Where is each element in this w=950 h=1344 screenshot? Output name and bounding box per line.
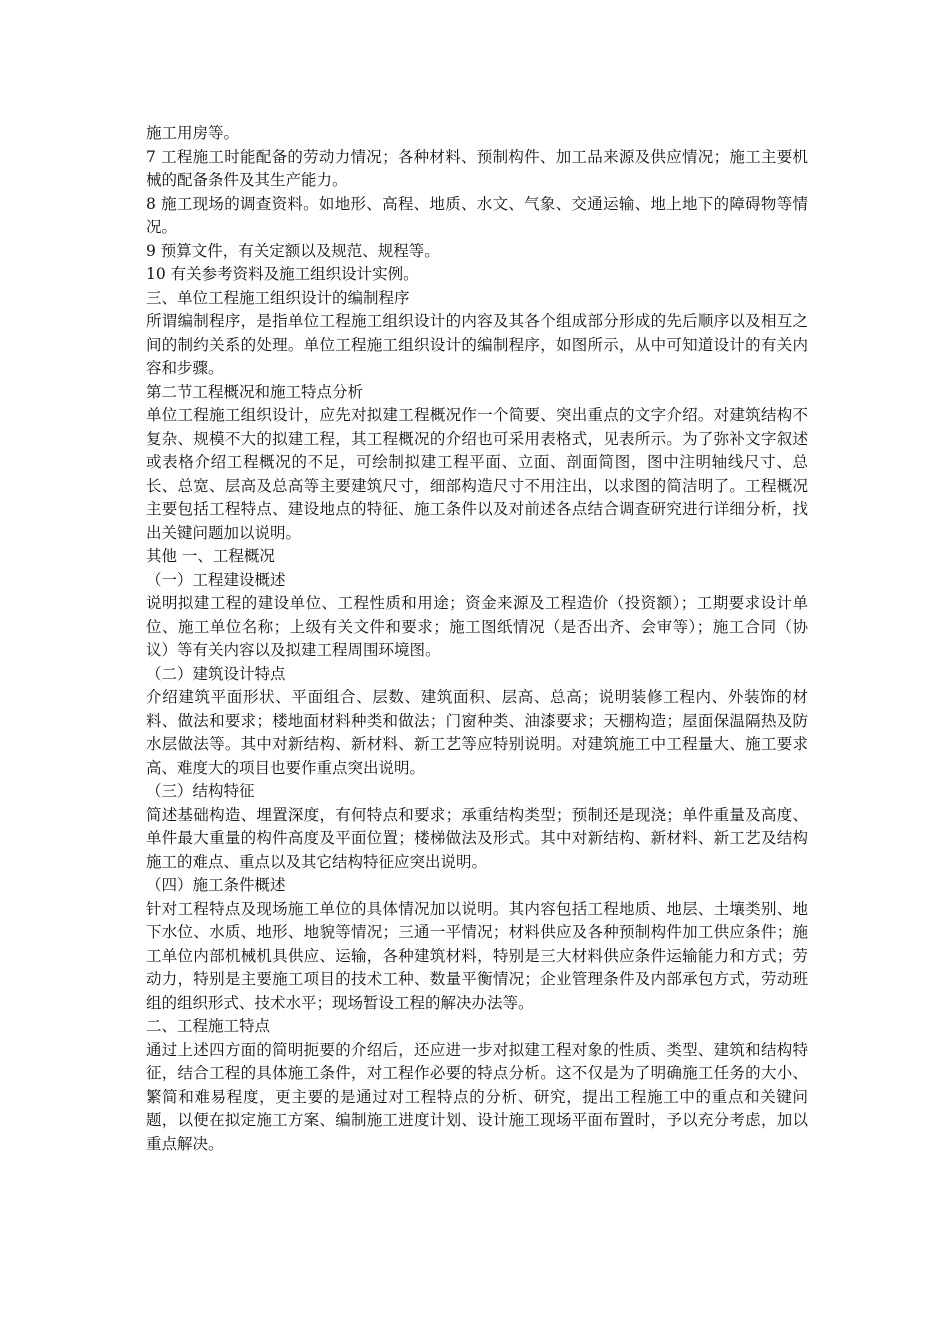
paragraph-item-9: 9 预算文件，有关定额以及规范、规程等。 [146, 241, 440, 260]
subheading-structural-features: （三）结构特征 [146, 782, 255, 800]
paragraph-construction-overview: 说明拟建工程的建设单位、工程性质和用途；资金来源及工程造价（投资额）；工期要求设计单位、施工单位名称；上级有关文件和要求；施工图纸情况（是否出齐、会审等）；施工合同（协议）等有关内容以及拟建工程周围环境图。 [146, 594, 808, 659]
section-heading-construction-features: 二、工程施工特点 [146, 1017, 271, 1035]
section-heading-compilation-procedure: 三、单位工程施工组织设计的编制程序 [146, 288, 410, 307]
paragraph-compilation-procedure: 所谓编制程序，是指单位工程施工组织设计的内容及其各个组成部分形成的先后顺序以及相互之间的制约关系的处理。单位工程施工组织设计的编制程序，如图所示，从中可知道设计的有关内容和步骤。 [146, 312, 808, 377]
paragraph-item-10: 10 有关参考资料及施工组织设计实例。 [146, 265, 419, 283]
paragraph-construction-conditions: 针对工程特点及现场施工单位的具体情况加以说明。其内容包括工程地质、地层、土壤类别、地下水位、水质、地形、地貌等情况；三通一平情况；材料供应及各种预制构件加工供应条件；施工单位内部机械机具供应、运输，各种建筑材料，特别是三大材料供应条件运输能力和方式；劳动力，特别是主要施工项目的技术工种、数量平衡情况；企业管理条件及内部承包方式，劳动班组的组织形式、技术水平；现场暂设工程的解决办法等。 [146, 899, 808, 1012]
paragraph-item-8: 8 施工现场的调查资料。如地形、高程、地质、水文、气象、交通运输、地上地下的障碍物等情况。 [146, 194, 808, 236]
paragraph-architectural-design: 介绍建筑平面形状、平面组合、层数、建筑面积、层高、总高；说明装修工程内、外装饰的材料、做法和要求；楼地面材料种类和做法；门窗种类、油漆要求；天棚构造；屋面保温隔热及防水层做法等。其中对新结构、新材料、新工艺等应特别说明。对建筑施工中工程量大、施工要求高、难度大的项目也要作重点突出说明。 [146, 688, 808, 777]
document-page [146, 122, 808, 1156]
section-heading-project-overview: 其他 一、工程概况 [146, 547, 275, 565]
chapter-heading-section-two: 第二节工程概况和施工特点分析 [146, 382, 364, 401]
subheading-construction-conditions: （四）施工条件概述 [146, 876, 286, 894]
subheading-construction-overview: （一）工程建设概述 [146, 570, 286, 589]
paragraph-item-7: 7 工程施工时能配备的劳动力情况；各种材料、预制构件、加工品来源及供应情况；施工主要机械的配备条件及其生产能力。 [146, 147, 808, 189]
paragraph-construction-features: 通过上述四方面的简明扼要的介绍后，还应进一步对拟建工程对象的性质、类型、建筑和结构特征，结合工程的具体施工条件，对工程作必要的特点分析。这不仅是为了明确施工任务的大小、繁简和难易程度，更主要的是通过对工程特点的分析、研究，提出工程施工中的重点和关键问题，以便在拟定施工方案、编制施工进度计划、设计施工现场平面布置时，予以充分考虑，加以重点解决。 [146, 1040, 808, 1153]
paragraph-continuation: 施工用房等。 [146, 124, 240, 142]
paragraph-overview-intro: 单位工程施工组织设计，应先对拟建工程概况作一个简要、突出重点的文字介绍。对建筑结构不复杂、规模不大的拟建工程，其工程概况的介绍也可采用表格式，见表所示。为了弥补文字叙述或表格介绍工程概况的不足，可绘制拟建工程平面、立面、剖面简图，图中注明轴线尺寸、总长、总宽、层高及总高等主要建筑尺寸，细部构造尺寸不用注出，以求图的简洁明了。工程概况主要包括工程特点、建设地点的特征、施工条件以及对前述各点结合调查研究进行详细分析，找出关键问题加以说明。 [146, 406, 808, 542]
subheading-architectural-design: （二）建筑设计特点 [146, 664, 286, 683]
paragraph-structural-features: 简述基础构造、埋置深度，有何特点和要求；承重结构类型；预制还是现浇；单件重量及高度、单件最大重量的构件高度及平面位置；楼梯做法及形式。其中对新结构、新材料、新工艺及结构施工的难点、重点以及其它结构特征应突出说明。 [146, 805, 808, 871]
